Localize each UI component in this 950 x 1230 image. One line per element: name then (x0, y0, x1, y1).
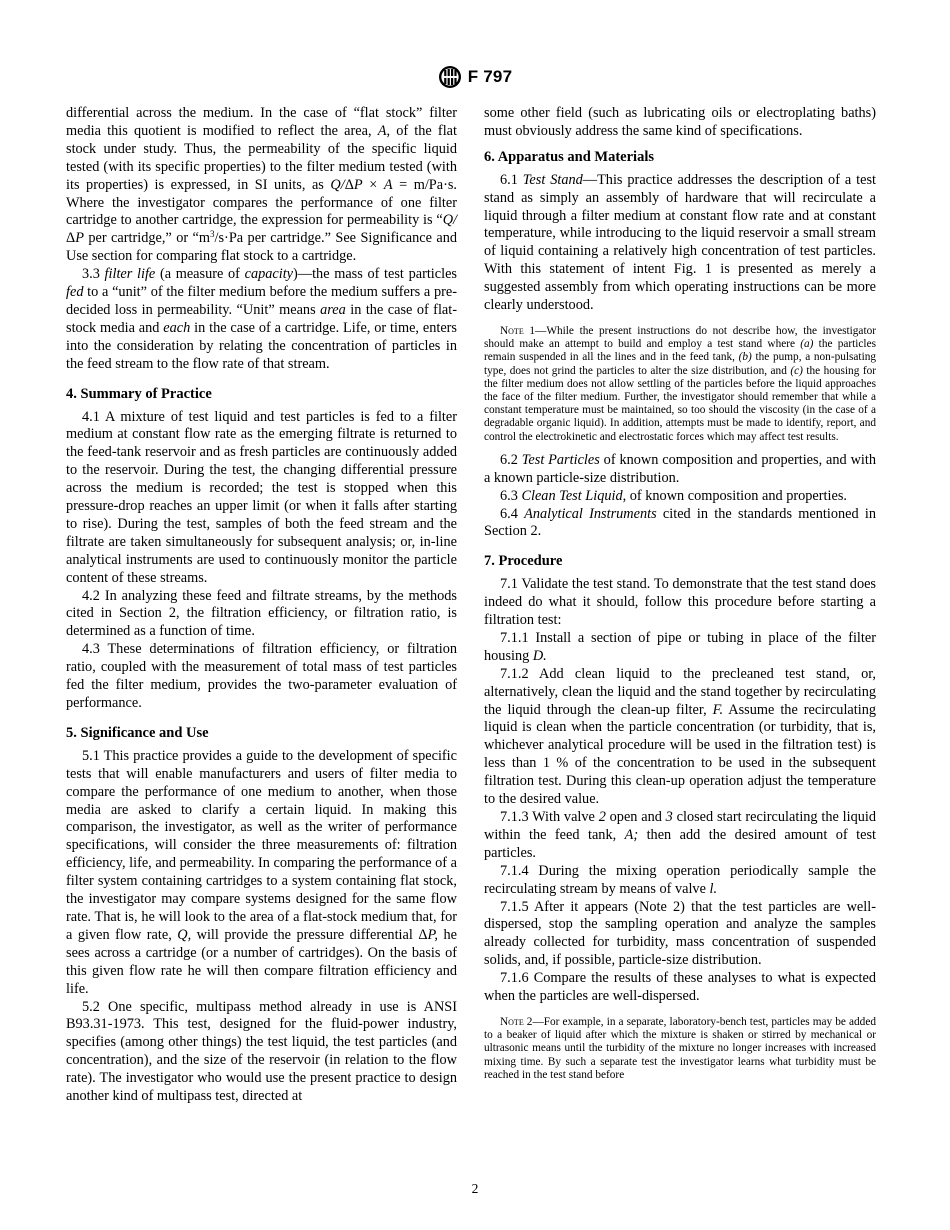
paragraph-7-1-2: 7.1.2 Add clean liquid to the precleaned test stand, or, alternatively, clean the liquid and the stand together by recirculating the liquid through the clean-up filter, F. Assume the recirculating liquid is clean when the particle concentration (or turbidity, that is, whichever analytical procedure will be used in the filtration test) is less than 1 % of the concentration to be used in the subsequent filtration test. During this clean-up operation adjust the temperature to the desired value. (484, 665, 876, 808)
paragraph-4-2: 4.2 In analyzing these feed and filtrate streams, by the methods cited in Section 2, the filtration efficiency, or filtration ratio, is determined as a function of time. (66, 587, 457, 640)
right-column (484, 105, 876, 1082)
paragraph-4-3: 4.3 These determinations of filtration efficiency, or filtration ratio, coupled with the measurement of total mass of test particles fed the filter medium, provides the two-parameter evaluation of performance. (66, 641, 457, 711)
paragraph-6-3: 6.3 Clean Test Liquid, of known composition and properties. (500, 487, 847, 504)
section-7-heading: 7. Procedure (484, 553, 563, 570)
paragraph-7-1-3: 7.1.3 With valve 2 open and 3 closed start recirculating the liquid within the feed tank, A; then add the desired amount of test particles. (484, 809, 876, 861)
paragraph-5-1: 5.1 This practice provides a guide to the development of specific tests that will enable manufacturers and users of filter media to compare the performance of one medium to another, when those media are asked to clarify a certain liquid. In making this comparison, the investigator, as well as the writer of performance specifications, will consider the three measurements of: filtration efficiency, life, and permeability. In comparing the performance of a filter system containing cartridges to a system containing flat stock, the investigator may compare systems designed for the same flow rate. That is, he will look to the area of a flat-stock medium that, for a given flow rate, Q, will provide the pressure differential ΔP, he sees across a cartridge (or a number of cartridges). On the basis of this given flow rate he will then compare filtration efficiency and life. (66, 747, 457, 997)
paragraph-6-1: 6.1 Test Stand—This practice addresses the description of a test stand as simply an assembly of hardware that will recirculate a liquid through a filter medium at constant flow rate and at constant temperature, while introducing to the liquid reservoir a small stream of liquid containing a relatively high concentration of test particles. With this statement of intent Fig. 1 is presented as merely a suggested assembly from which operating instructions can be more clearly understood. (484, 171, 876, 314)
paragraph-3-3: 3.3 filter life (a measure of capacity)—the mass of test particles fed to a “unit” of the filter medium before the medium suffers a pre-decided loss in permeability. “Unit” means area in the case of flat-stock media and each in the case of a cartridge. Life, or time, enters into the consideration by relating the concentration of particles in the feed stream to the flow rate of that stream. (66, 266, 457, 372)
left-column (66, 105, 457, 1106)
section-5-heading: 5. Significance and Use (66, 724, 209, 741)
section-6-heading: 6. Apparatus and Materials (484, 148, 654, 165)
paragraph-7-1-4: 7.1.4 During the mixing operation periodically sample the recirculating stream by means of valve l. (484, 862, 876, 897)
paragraph-6-2: 6.2 Test Particles of known composition and properties, and with a known particle-size distribution. (484, 451, 876, 486)
page-header (0, 65, 950, 89)
section-4-heading: 4. Summary of Practice (66, 385, 212, 402)
page-number: 2 (471, 1181, 479, 1196)
standard-designation: F 797 (467, 67, 513, 87)
paragraph-7-1: 7.1 Validate the test stand. To demonstrate that the test stand does indeed do what it should, follow this procedure before starting a filtration test: (484, 576, 876, 629)
paragraph-4-1: 4.1 A mixture of test liquid and test particles is fed to a filter medium at constant flow rate as the emerging filtrate is returned to the feed-tank reservoir and as fresh particles are continuously added to the reservoir. During the test, the changing differential pressure across the medium is recorded; the test is stopped when this pressure-drop reaches an upper limit (or when it falls after starting to rise). During the test, samples of both the feed stream and the filtrate are taken simultaneously for subsequent analysis; or, in-line analytical instruments are used to continuously monitor the particle content of these streams. (66, 408, 457, 586)
astm-logo-icon (438, 65, 462, 89)
paragraph-6-4: 6.4 Analytical Instruments cited in the standards mentioned in Section 2. (484, 505, 876, 540)
paragraph-5-2-continuation: some other field (such as lubricating oils or electroplating baths) must obviously address the same kind of specifications. (484, 105, 876, 139)
paragraph-7-1-6: 7.1.6 Compare the results of these analyses to what is expected when the particles are well-dispersed. (484, 970, 876, 1005)
paragraph-7-1-1: 7.1.1 Install a section of pipe or tubing in place of the filter housing D. (484, 629, 876, 664)
paragraph-7-1-5: 7.1.5 After it appears (Note 2) that the test particles are well-dispersed, stop the sampling operation and analyze the samples already collected for turbidity, mass concentration of suspended solids, and, if possible, particle-size distribution. (484, 898, 876, 969)
paragraph-3-2-continuation: differential across the medium. In the case of “flat stock” filter media this quotient is modified to reflect the area, A, of the flat stock under study. Thus, the permeability of the specific liquid tested (with its specific properties) to the filter medium tested (with its properties) is expressed, in SI units, as Q/ΔP × A = m/Pa·s. Where the investigator compares the performance of one filter cartridge to another cartridge, the expression for permeability is “Q/ΔP per cartridge,” or “$m^3/s\cdot Pa$ per cartridge.” See Significance and Use section for comparing flat stock to a cartridge. (66, 105, 457, 265)
note-1: Note 1—While the present instructions do not describe how, the investigator should make an attempt to build and employ a test stand where (a) the particles remain suspended in all the lines and in the feed tank, (b) the pump, a non-pulsating type, does not grind the particles to alter the size distribution, and (c) the housing for the filter medium does not allow settling of the particles before the liquid approaches the face of the filter medium. Further, the investigator should remember that while a constant temperature must be maintained, so too should the viscosity (in the case of a degradable organic liquid). In addition, attempts must be made to identify, report, and control the electrokinetic and electrostatic forces which may affect test results. (484, 324, 877, 443)
note-2: Note 2—For example, in a separate, laboratory-bench test, particles may be added to a beaker of liquid after which the mixture is shaken or stirred by mechanical or ultrasonic means until the turbidity of the mixture no longer increases with increased mixing time. By such a separate test the investigator learns what turbidity must be reached in the test stand before (484, 1015, 876, 1081)
paragraph-5-2: 5.2 One specific, multipass method already in use is ANSI B93.31-1973. This test, designed for the fluid-power industry, specifies (among other things) the test liquid, the test particles (and concentration), and the size of the reservoir (in relation to the flow rate). The investigator who would use the present practice to design another kind of multipass test, directed at (66, 998, 457, 1105)
